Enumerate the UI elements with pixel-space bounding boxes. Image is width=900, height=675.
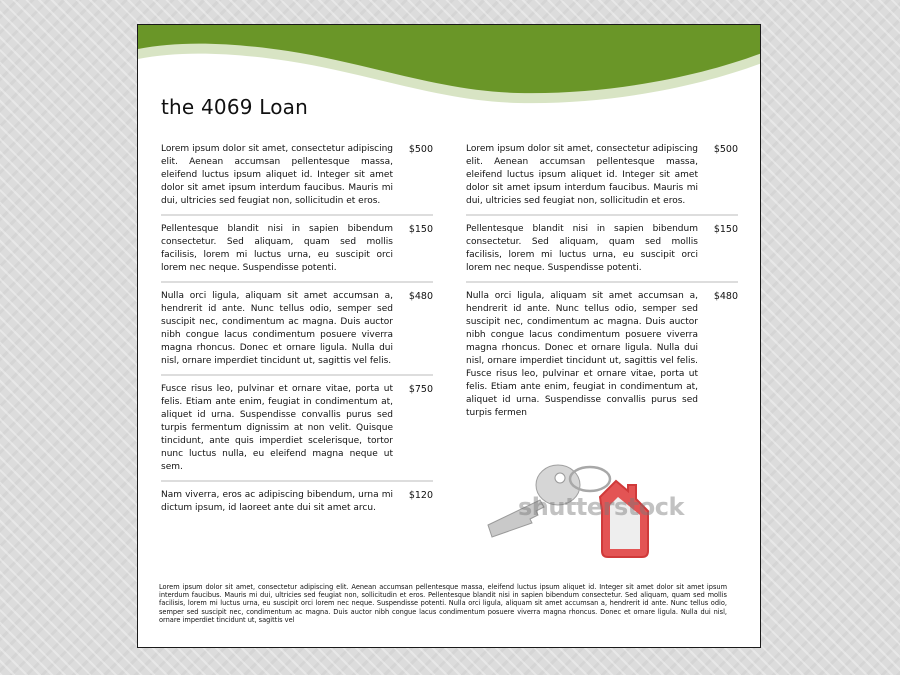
list-item <box>466 223 738 283</box>
list-item <box>161 290 433 376</box>
list-item <box>161 223 433 283</box>
list-item <box>466 290 738 426</box>
item-description: Pellentesque blandit nisi in sapien bibendum consectetur. Sed aliquam, quam sed mollis facilisis, lorem mi luctus urna, eu suscipit orci lorem nec neque. Suspendisse potenti. <box>161 224 393 273</box>
item-price: $480 <box>408 291 433 302</box>
list-item <box>161 383 433 482</box>
page-title: the 4069 Loan <box>161 95 308 119</box>
item-description: Lorem ipsum dolor sit amet, consectetur adipiscing elit. Aenean accumsan pellentesque massa, eleifend luctus ipsum aliquet id. Integer sit amet dolor sit amet ipsum interdum faucibus. Mauris mi dui, ultricies sed feugiat non, sollicitudin et eros. <box>161 144 393 206</box>
item-price: $150 <box>713 224 738 235</box>
item-description: Pellentesque blandit nisi in sapien bibendum consectetur. Sed aliquam, quam sed mollis facilisis, lorem mi luctus urna, eu suscipit orci lorem nec neque. Suspendisse potenti. <box>466 224 698 273</box>
item-price: $750 <box>408 384 433 395</box>
item-price: $500 <box>713 144 738 155</box>
right-column <box>466 143 738 433</box>
item-price: $150 <box>408 224 433 235</box>
item-price: $500 <box>408 144 433 155</box>
list-item <box>466 143 738 216</box>
key-photo <box>478 445 698 565</box>
item-description: Nulla orci ligula, aliquam sit amet accumsan a, hendrerit id ante. Nunc tellus odio, semper sed suscipit nec, condimentum ac magna. Duis auctor nibh congue lacus condimentum posuere viverra magna rhoncus. Donec et ornare ligula. Nulla dui nisl, ornare imperdiet tincidunt ut, sagittis vel felis. Fusce risus leo, pulvinar et ornare vitae, porta ut felis. Etiam ante enim, feugiat in condimentum at, aliquet id urna. Suspendisse convallis purus sed turpis fermen <box>466 291 698 418</box>
item-description: Nam viverra, eros ac adipiscing bibendum, urna mi dictum ipsum, id laoreet ante dui sit amet arcu. <box>161 490 393 513</box>
item-price: $120 <box>408 490 433 501</box>
item-description: Lorem ipsum dolor sit amet, consectetur adipiscing elit. Aenean accumsan pellentesque massa, eleifend luctus ipsum aliquet id. Integer sit amet dolor sit amet ipsum interdum faucibus. Mauris mi dui, ultricies sed feugiat non, sollicitudin et eros. <box>466 144 698 206</box>
list-item <box>161 143 433 216</box>
footer-paragraph: Lorem ipsum dolor sit amet, consectetur adipiscing elit. Aenean accumsan pellentesque massa, eleifend luctus ipsum aliquet id. Integer sit amet dolor sit amet ipsum interdum faucibus. Mauris mi dui, ultricies sed feugiat non, sollicitudin et eros. Pellentesque blandit nisi in sapien bibendum consectetur. Sed aliquam, quam sed mollis facilisis, lorem mi luctus urna, eu suscipit orci lorem nec neque. Suspendisse potenti. Nulla orci ligula, aliquam sit amet accumsan a, hendrerit id ante. Nunc tellus odio, semper sed suscipit nec, condimentum ac magna. Duis auctor nibh congue lacus condimentum posuere viverra magna rhoncus. Donec et ornare ligula. Nulla dui nisl, ornare imperdiet tincidunt ut, sagittis vel <box>159 583 727 624</box>
left-column <box>161 143 433 528</box>
item-description: Fusce risus leo, pulvinar et ornare vitae, porta ut felis. Etiam ante enim, feugiat in condimentum at, aliquet id urna. Suspendisse convallis purus sed turpis fermentum dignissim at non velit. Quisque tincidunt, ante quis imperdiet scelerisque, tortor nunc luctus nulla, eu eleifend magna neque ut sem. <box>161 384 393 472</box>
item-description: Nulla orci ligula, aliquam sit amet accumsan a, hendrerit id ante. Nunc tellus odio, semper sed suscipit nec, condimentum ac magna. Duis auctor nibh congue lacus condimentum posuere viverra magna rhoncus. Donec et ornare ligula. Nulla dui nisl, ornare imperdiet tincidunt ut, sagittis vel felis. <box>161 291 393 366</box>
item-price: $480 <box>713 291 738 302</box>
document-page <box>137 24 761 648</box>
watermark: shutterstock <box>518 493 684 521</box>
list-item <box>161 489 433 521</box>
